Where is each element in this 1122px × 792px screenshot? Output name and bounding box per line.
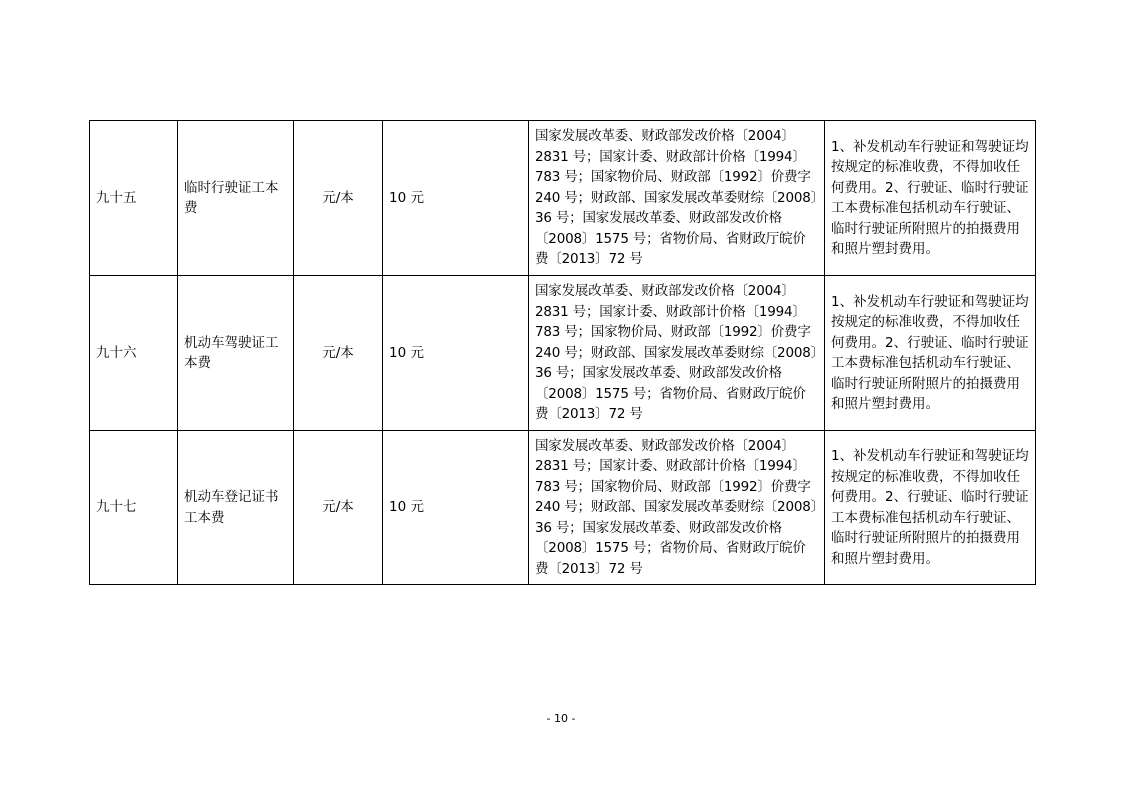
item-standard: 10 元 [383, 431, 529, 585]
item-name: 机动车驾驶证工本费 [178, 276, 294, 431]
item-unit: 元/本 [294, 431, 383, 585]
item-unit: 元/本 [294, 121, 383, 276]
item-number: 九十五 [90, 121, 178, 276]
table-row [90, 431, 1036, 585]
item-note: 1、补发机动车行驶证和驾驶证均按规定的标准收费，不得加收任何费用。2、行驶证、临时行驶证工本费标准包括机动车行驶证、临时行驶证所附照片的拍摄费用和照片塑封费用。 [825, 431, 1036, 585]
fee-table [89, 120, 1036, 585]
item-note: 1、补发机动车行驶证和驾驶证均按规定的标准收费，不得加收任何费用。2、行驶证、临时行驶证工本费标准包括机动车行驶证、临时行驶证所附照片的拍摄费用和照片塑封费用。 [825, 121, 1036, 276]
item-basis: 国家发展改革委、财政部发改价格〔2004〕2831 号；国家计委、财政部计价格〔1994〕783 号；国家物价局、财政部〔1992〕价费字 240 号；财政部、国家发展改革委财综〔2008〕36 号；国家发展改革委、财政部发改价格〔2008〕1575 号；省物价局、省财政厅皖价费〔2013〕72 号 [529, 276, 825, 431]
item-name: 机动车登记证书工本费 [178, 431, 294, 585]
item-number: 九十六 [90, 276, 178, 431]
item-basis: 国家发展改革委、财政部发改价格〔2004〕2831 号；国家计委、财政部计价格〔1994〕783 号；国家物价局、财政部〔1992〕价费字 240 号；财政部、国家发展改革委财综〔2008〕36 号；国家发展改革委、财政部发改价格〔2008〕1575 号；省物价局、省财政厅皖价费〔2013〕72 号 [529, 431, 825, 585]
item-name: 临时行驶证工本费 [178, 121, 294, 276]
page-number: - 10 - [546, 712, 576, 725]
item-standard: 10 元 [383, 121, 529, 276]
item-unit: 元/本 [294, 276, 383, 431]
item-basis: 国家发展改革委、财政部发改价格〔2004〕2831 号；国家计委、财政部计价格〔1994〕783 号；国家物价局、财政部〔1992〕价费字 240 号；财政部、国家发展改革委财综〔2008〕36 号；国家发展改革委、财政部发改价格〔2008〕1575 号；省物价局、省财政厅皖价费〔2013〕72 号 [529, 121, 825, 276]
item-number: 九十七 [90, 431, 178, 585]
table-row [90, 276, 1036, 431]
item-standard: 10 元 [383, 276, 529, 431]
table-row [90, 121, 1036, 276]
item-note: 1、补发机动车行驶证和驾驶证均按规定的标准收费，不得加收任何费用。2、行驶证、临时行驶证工本费标准包括机动车行驶证、临时行驶证所附照片的拍摄费用和照片塑封费用。 [825, 276, 1036, 431]
